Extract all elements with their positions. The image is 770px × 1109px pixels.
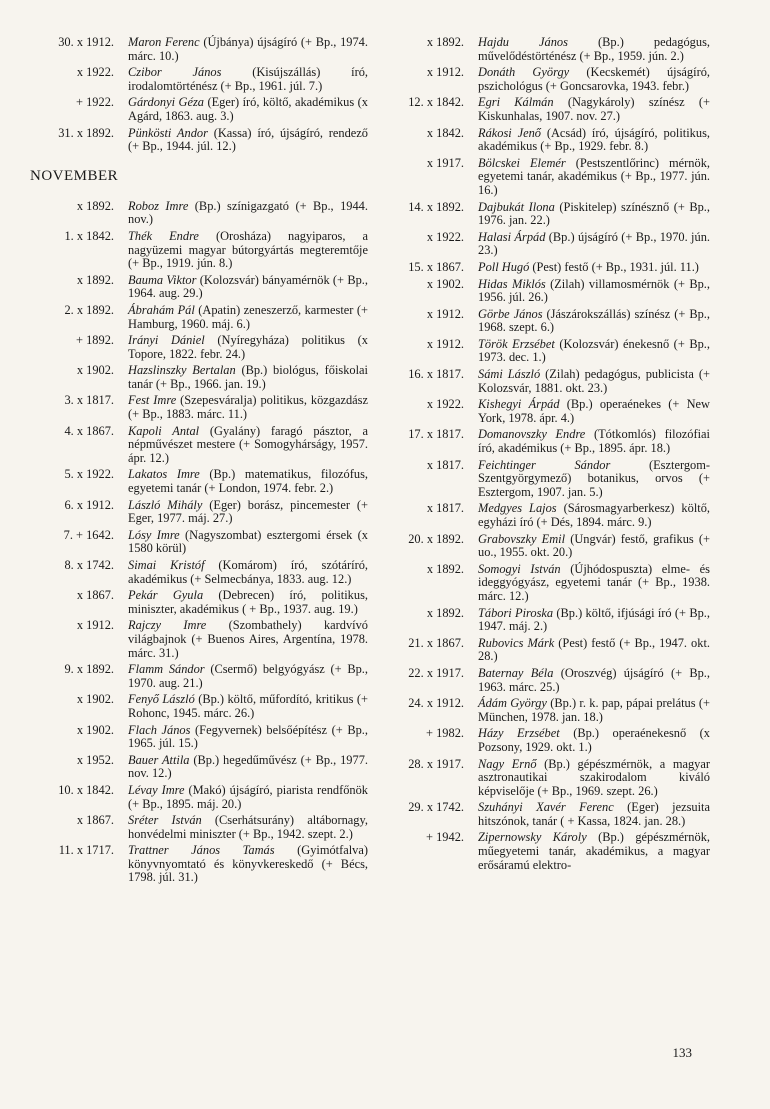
entry-date: 12. x 1842.: [408, 95, 464, 110]
entry-date: 1. x 1842.: [64, 228, 114, 243]
entry-date: 3. x 1817.: [64, 393, 114, 408]
entry-date: 7. + 1642.: [63, 527, 114, 542]
entry-date: x 1912.: [426, 336, 464, 351]
entry-body: [128, 499, 368, 526]
person-name: Medgyes Lajos: [478, 501, 557, 516]
entry-date: x 1817.: [426, 501, 464, 516]
calendar-entry: [28, 425, 368, 466]
entry-body: [478, 368, 710, 395]
entry-date: + 1942.: [426, 830, 464, 845]
calendar-entry: [396, 563, 710, 604]
person-details: (Zilah) pedagógus, publicista (+ Kolozsvár, 1881. okt. 23.): [478, 367, 710, 395]
entry-body: [128, 529, 368, 556]
person-details: (Kisújszállás) író, irodalomtörténész (+ Bp., 1961. júl. 7.): [128, 65, 368, 93]
entry-date: x 1912.: [426, 65, 464, 80]
entry-body: [478, 607, 710, 634]
calendar-entry: [28, 274, 368, 301]
entry-date: x 1912.: [76, 618, 114, 633]
left-column: [28, 36, 368, 888]
calendar-entry: [28, 619, 368, 660]
person-details: (Cserhátsurány) altábornagy, honvédelmi miniszter (+ Bp., 1942. szept. 2.): [128, 813, 368, 841]
calendar-entry: [396, 96, 710, 123]
entry-body: [128, 36, 368, 63]
person-details: (Bp.) matematikus, filozófus, egyetemi tanár (+ London, 1974. febr. 2.): [128, 467, 368, 496]
entry-date: 16. x 1817.: [408, 367, 464, 382]
calendar-entry: [396, 801, 710, 828]
person-details: (Csermő) belgyógyász (+ Bp., 1970. aug. 21.): [128, 662, 368, 690]
entry-date: 2. x 1892.: [64, 302, 114, 317]
calendar-entry: [28, 66, 368, 93]
person-name: Hazslinszky Bertalan: [128, 363, 236, 378]
person-details: (Kassa) író, újságíró, rendező (+ Bp., 1944. júl. 12.): [128, 125, 368, 154]
calendar-entry: [28, 230, 368, 271]
entry-body: [478, 201, 710, 228]
entry-body: [128, 559, 368, 586]
person-details: (Komárom) író, szótáríró, akadémikus (+ Selmecbánya, 1833. aug. 12.): [128, 558, 368, 586]
person-name: Domanovszky Endre: [478, 427, 586, 442]
entry-body: [128, 334, 368, 361]
person-name: Bölcskei Elemér: [478, 155, 566, 170]
entry-body: [478, 459, 710, 500]
person-name: Bauer Attila: [128, 752, 190, 767]
entry-body: [478, 727, 710, 754]
person-name: Thék Endre: [128, 228, 199, 243]
person-name: Bauma Viktor: [128, 272, 197, 287]
entry-date: 31. x 1892.: [58, 125, 114, 140]
person-name: Fenyő László: [128, 692, 195, 707]
entry-body: [128, 274, 368, 301]
calendar-entry: [28, 200, 368, 227]
entry-date: 15. x 1867.: [408, 259, 464, 274]
calendar-entry: [396, 533, 710, 560]
entry-date: 11. x 1717.: [58, 843, 114, 858]
entry-body: [478, 637, 710, 664]
entry-body: [478, 533, 710, 560]
calendar-entry: [28, 96, 368, 123]
entry-body: [128, 784, 368, 811]
entry-body: [128, 589, 368, 616]
person-details: (Bp.) költő, műfordító, kritikus (+ Rohonc, 1945. márc. 26.): [128, 692, 368, 720]
entry-date: x 1922.: [426, 229, 464, 244]
person-details: (Gyalány) faragó pásztor, a népművészet mestere (+ Somogyhárságy, 1957. ápr. 12.): [128, 423, 368, 465]
person-name: Görbe János: [478, 306, 543, 321]
calendar-entry: [396, 428, 710, 455]
calendar-entry: [396, 66, 710, 93]
person-name: Trattner János Tamás: [128, 843, 275, 858]
entry-body: [478, 278, 710, 305]
entry-body: [128, 663, 368, 690]
person-name: Grabovszky Emil: [478, 531, 566, 546]
entry-body: [128, 364, 368, 391]
entry-body: [478, 502, 710, 529]
entry-body: [128, 200, 368, 227]
entry-date: x 1817.: [426, 457, 464, 472]
calendar-entry: [396, 637, 710, 664]
person-name: Flach János: [128, 722, 191, 737]
person-name: Kapoli Antal: [128, 423, 200, 438]
person-details: (Bp.) gépészmérnök, a magyar asztronautikai szakirodalom kiváló képviselője (+ Bp., 1969. szept. 26.): [478, 756, 710, 798]
entry-body: [478, 261, 710, 275]
entry-body: [478, 667, 710, 694]
entry-date: 17. x 1817.: [408, 427, 464, 442]
entry-body: [478, 697, 710, 724]
person-name: Fest Imre: [128, 393, 177, 408]
person-name: Lakatos Imre: [128, 467, 200, 482]
entry-date: x 1892.: [76, 198, 114, 213]
person-name: Donáth György: [478, 65, 570, 80]
calendar-entry: [396, 157, 710, 198]
entry-date: x 1867.: [76, 813, 114, 828]
entry-body: [128, 693, 368, 720]
entry-date: x 1867.: [76, 588, 114, 603]
person-name: Irányi Dániel: [128, 333, 205, 348]
entry-body: [478, 127, 710, 154]
person-name: Rubovics Márk: [478, 635, 555, 650]
person-details: (Újbánya) újságíró (+ Bp., 1974. márc. 10.): [128, 35, 368, 63]
entry-body: [478, 801, 710, 828]
person-details: (Gyimótfalva) könyvnyomtató és könyvkereskedő (+ Bécs, 1798. júl. 31.): [128, 843, 368, 885]
person-details: (Bp.) pedagógus, művelődéstörténész (+ Bp., 1959. jún. 2.): [478, 35, 710, 63]
person-details: (Pestszentlőrinc) mérnök, egyetemi tanár, akadémikus (+ Bp., 1977. jún. 16.): [478, 155, 710, 197]
person-details: (Fegyvernek) belsőépítész (+ Bp., 1965. júl. 15.): [128, 722, 368, 751]
calendar-entry: [396, 831, 710, 872]
person-name: Egri Kálmán: [478, 95, 554, 110]
calendar-entry: [28, 334, 368, 361]
person-name: Dajbukát Ilona: [478, 199, 555, 214]
entry-date: 29. x 1742.: [408, 800, 464, 815]
calendar-entry: [396, 338, 710, 365]
person-details: (Esztergom-Szentgyörgymező) botanikus, orvos (+ Esztergom, 1907. jan. 5.): [478, 457, 710, 499]
entry-body: [128, 814, 368, 841]
person-details: (Sárosmagyarberkesz) költő, egyházi író (+ Dés, 1894. márc. 9.): [478, 501, 710, 529]
person-name: Roboz Imre: [128, 198, 189, 213]
entry-body: [478, 831, 710, 872]
person-details: (Bp.) operaénekes (+ New York, 1978. ápr. 4.): [478, 397, 710, 425]
person-details: (Bp.) r. k. pap, pápai prelátus (+ München, 1978. jan. 18.): [478, 696, 710, 724]
entry-body: [128, 96, 368, 123]
person-name: Ábrahám Pál: [128, 302, 195, 317]
person-details: (Bp.) költő, ifjúsági író (+ Bp., 1947. máj. 2.): [478, 605, 710, 634]
person-details: (Eger) borász, pincemester (+ Eger, 1977. máj. 27.): [128, 497, 368, 526]
person-name: Gárdonyi Géza: [128, 95, 204, 110]
entry-date: 14. x 1892.: [408, 199, 464, 214]
entry-body: [478, 36, 710, 63]
person-name: Házy Erzsébet: [478, 726, 560, 741]
person-details: (Jászárokszállás) színész (+ Bp., 1968. szept. 6.): [478, 306, 710, 335]
calendar-entry: [396, 231, 710, 258]
person-details: (Kolozsvár) énekesnő (+ Bp., 1973. dec. 1.): [478, 336, 710, 365]
person-name: Hajdu János: [478, 35, 568, 49]
entry-body: [478, 308, 710, 335]
person-details: (Nagykároly) színész (+ Kiskunhalas, 1907. nov. 27.): [478, 95, 710, 123]
entry-body: [128, 844, 368, 885]
calendar-entry: [28, 589, 368, 616]
entry-date: 4. x 1867.: [64, 423, 114, 438]
calendar-entry: [396, 127, 710, 154]
person-name: Kishegyi Árpád: [478, 397, 560, 412]
person-details: (Bp.) újságíró (+ Bp., 1970. jún. 23.): [478, 229, 710, 258]
person-details: (Debrecen) író, politikus, miniszter, akadémikus ( + Bp., 1937. aug. 19.): [128, 588, 368, 616]
calendar-entry: [28, 394, 368, 421]
entry-date: 6. x 1912.: [64, 497, 114, 512]
calendar-entry: [396, 368, 710, 395]
calendar-entry: [28, 693, 368, 720]
entry-date: 20. x 1892.: [408, 531, 464, 546]
person-details: (Kolozsvár) bányamérnök (+ Bp., 1964. aug. 29.): [128, 272, 368, 301]
person-details: (Acsád) író, újságíró, politikus, akadémikus (+ Bp., 1929. febr. 8.): [478, 125, 710, 154]
entry-date: 30. x 1912.: [58, 35, 114, 49]
entry-date: x 1892.: [426, 35, 464, 49]
entry-date: 22. x 1917.: [408, 665, 464, 680]
person-name: Lósy Imre: [128, 527, 180, 542]
person-name: Szuhányi Xavér Ferenc: [478, 800, 614, 815]
entry-date: x 1892.: [426, 561, 464, 576]
entry-date: x 1952.: [76, 752, 114, 767]
entry-date: x 1902.: [76, 722, 114, 737]
calendar-entry: [28, 127, 368, 154]
entry-date: + 1922.: [76, 95, 114, 110]
calendar-entry: [396, 278, 710, 305]
entry-body: [128, 127, 368, 154]
person-name: Baternay Béla: [478, 665, 554, 680]
entry-body: [128, 754, 368, 781]
person-name: László Mihály: [128, 497, 203, 512]
calendar-entry: [396, 727, 710, 754]
calendar-entry: [28, 784, 368, 811]
calendar-entry: [396, 758, 710, 799]
october-entries: [28, 36, 368, 154]
calendar-entry: [28, 754, 368, 781]
entry-body: [128, 468, 368, 495]
entry-body: [478, 563, 710, 604]
person-details: (Kecskemét) újságíró, pszichológus (+ Goncsarovka, 1943. febr.): [478, 65, 710, 93]
calendar-entry: [396, 502, 710, 529]
entry-body: [478, 231, 710, 258]
calendar-entry: [396, 308, 710, 335]
person-name: Simai Kristóf: [128, 558, 205, 572]
person-name: Zipernowsky Károly: [478, 830, 587, 845]
person-details: (Nagyszombat) esztergomi érsek (x 1580 körül): [128, 527, 368, 556]
person-details: (Bp.) színigazgató (+ Bp., 1944. nov.): [128, 198, 368, 227]
person-details: (Nyíregyháza) politikus (x Topore, 1822. febr. 24.): [128, 333, 368, 361]
person-details: (Ungvár) festő, grafikus (+ uo., 1955. okt. 20.): [478, 531, 711, 560]
person-details: (Bp.) gépészmérnök, műegyetemi tanár, akadémikus, a magyar erősáramú elektro-: [478, 830, 710, 872]
right-column: [396, 36, 710, 875]
entry-body: [128, 724, 368, 751]
november-entries: [28, 200, 368, 885]
person-details: (Zilah) villamosmérnök (+ Bp., 1956. júl. 26.): [478, 276, 710, 305]
entry-date: x 1922.: [426, 397, 464, 412]
person-name: Pünkösti Andor: [128, 125, 208, 140]
calendar-entry: [28, 844, 368, 885]
entry-body: [478, 338, 710, 365]
person-name: Flamm Sándor: [128, 662, 205, 677]
person-name: Czibor János: [128, 65, 222, 80]
calendar-entry: [396, 697, 710, 724]
entry-date: x 1922.: [76, 65, 114, 80]
calendar-entry: [28, 364, 368, 391]
calendar-entry: [28, 663, 368, 690]
person-details: (Újhódospuszta) elme- és ideggyógyász, egyetemi tanár (+ Bp., 1938. márc. 12.): [478, 561, 710, 603]
entry-body: [128, 425, 368, 466]
person-name: Rákosi Jenő: [478, 125, 541, 140]
person-name: Rajczy Imre: [128, 618, 207, 633]
person-details: (Bp.) biológus, főiskolai tanár (+ Bp., 1966. jan. 19.): [128, 363, 368, 391]
entry-body: [478, 398, 710, 425]
person-name: Hidas Miklós: [478, 276, 546, 291]
entry-date: x 1917.: [426, 155, 464, 170]
entry-body: [478, 758, 710, 799]
calendar-entry: [28, 529, 368, 556]
person-name: Poll Hugó: [478, 259, 530, 274]
entry-body: [478, 428, 710, 455]
entry-date: x 1902.: [426, 276, 464, 291]
entry-body: [128, 230, 368, 271]
person-name: Somogyi István: [478, 561, 561, 576]
entry-date: 5. x 1922.: [64, 467, 114, 482]
entry-date: x 1842.: [426, 125, 464, 140]
person-name: Török Erzsébet: [478, 336, 555, 351]
person-details: (Pest) festő (+ Bp., 1947. okt. 28.): [478, 635, 710, 664]
person-details: (Apatin) zeneszerző, karmester (+ Hamburg, 1960. máj. 6.): [128, 302, 368, 331]
entry-date: 21. x 1867.: [408, 635, 464, 650]
entry-date: 9. x 1892.: [64, 662, 114, 677]
entry-date: x 1912.: [426, 306, 464, 321]
person-details: (Eger) jezsuita hitszónok, tanár ( + Kassa, 1824. jan. 28.): [478, 800, 710, 828]
person-details: (Bp.) operaénekesnő (x Pozsony, 1929. okt. 1.): [478, 726, 711, 754]
person-name: Feichtinger Sándor: [478, 457, 611, 472]
entry-date: 28. x 1917.: [408, 756, 464, 771]
calendar-entry: [28, 814, 368, 841]
person-name: Ádám György: [478, 696, 547, 711]
person-name: Sréter István: [128, 813, 202, 828]
entry-body: [478, 96, 710, 123]
entry-body: [128, 394, 368, 421]
person-name: Lévay Imre: [128, 782, 185, 797]
calendar-entry: [28, 304, 368, 331]
calendar-entry: [396, 36, 710, 63]
person-name: Sámi László: [478, 367, 541, 382]
entry-body: [128, 66, 368, 93]
page-number: 133: [672, 1045, 692, 1060]
entry-body: [478, 66, 710, 93]
entry-body: [478, 157, 710, 198]
person-details: (Piskitelep) színésznő (+ Bp., 1976. jan. 22.): [478, 199, 710, 228]
calendar-entry: [396, 261, 710, 275]
entry-date: 10. x 1842.: [58, 782, 114, 797]
entry-date: + 1892.: [76, 333, 114, 348]
person-details: (Szombathely) kardvívó világbajnok (+ Buenos Aires, Argentína, 1978. márc. 31.): [128, 618, 368, 660]
entry-date: 8. x 1742.: [64, 558, 114, 572]
person-details: (Oroszvég) újságíró (+ Bp., 1963. márc. 25.): [478, 665, 710, 694]
person-details: (Pest) festő (+ Bp., 1931. júl. 11.): [529, 259, 699, 274]
person-details: (Szepesváralja) politikus, közgazdász (+ Bp., 1883. márc. 11.): [128, 393, 368, 422]
person-details: (Orosháza) nagyiparos, a nagyüzemi magyar bútorgyártás megteremtője (+ Bp., 1919. jún. 8.): [128, 228, 368, 271]
entry-date: + 1982.: [426, 726, 464, 741]
person-name: Pekár Gyula: [128, 588, 204, 603]
calendar-entry: [396, 459, 710, 500]
calendar-entry: [396, 667, 710, 694]
calendar-entry: [396, 398, 710, 425]
entry-date: x 1902.: [76, 692, 114, 707]
calendar-entry: [28, 36, 368, 63]
calendar-entry: [28, 499, 368, 526]
calendar-entry: [28, 468, 368, 495]
section-heading: NOVEMBER: [30, 167, 119, 184]
calendar-entry: [396, 201, 710, 228]
person-details: (Makó) újságíró, piarista rendfőnök (+ Bp., 1895. máj. 20.): [128, 782, 368, 811]
calendar-entry: [396, 607, 710, 634]
entry-body: [128, 619, 368, 660]
person-name: Tábori Piroska: [478, 605, 554, 620]
entry-date: x 1892.: [76, 272, 114, 287]
calendar-entry: [28, 724, 368, 751]
person-name: Halasi Árpád: [478, 229, 546, 244]
person-details: (Bp.) hegedűművész (+ Bp., 1977. nov. 12.): [128, 752, 368, 781]
person-name: Maron Ferenc: [128, 35, 200, 49]
entry-body: [128, 304, 368, 331]
person-details: (Tótkomlós) filozófiai író, akadémikus (+ Bp., 1895. ápr. 18.): [478, 427, 710, 456]
entry-date: x 1902.: [76, 363, 114, 378]
calendar-entry: [28, 559, 368, 586]
entry-date: x 1892.: [426, 605, 464, 620]
person-name: Nagy Ernő: [478, 756, 537, 771]
entry-date: 24. x 1912.: [408, 696, 464, 711]
person-details: (Eger) író, költő, akadémikus (x Agárd, 1863. aug. 3.): [128, 95, 368, 123]
